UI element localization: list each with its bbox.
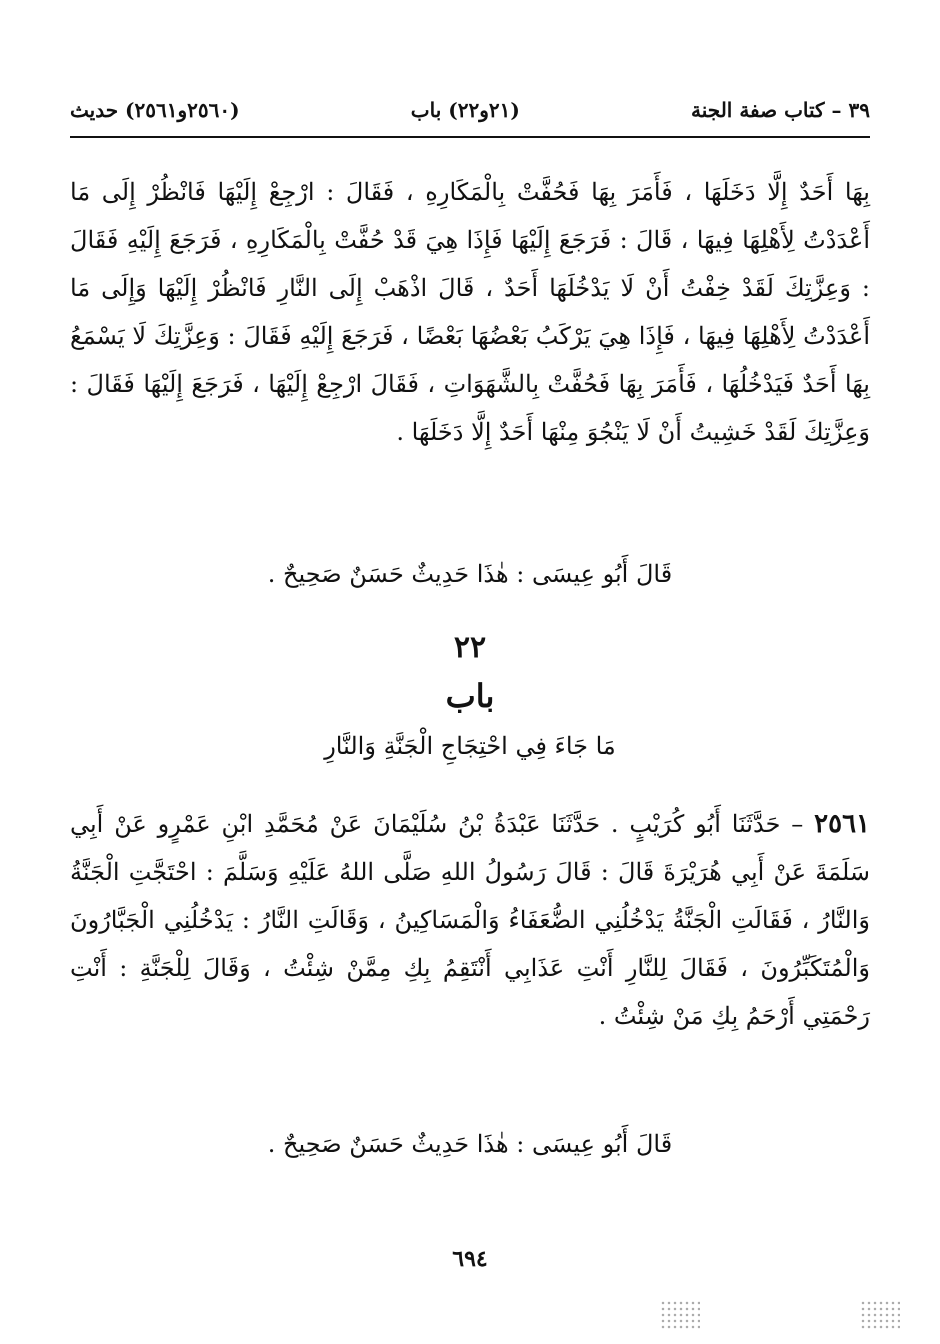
grading-note: قَالَ أَبُو عِيسَى : هٰذَا حَدِيثٌ حَسَنٌ صَحِيحٌ .	[267, 560, 673, 588]
passage-line: ابْنِ عَمْرٍو عَنْ أَبِي سَلَمَةَ عَنْ أَبِي هُرَيْرَةَ قَالَ : قَالَ رَسُولُ اللهِ صَلَّى اللهُ	[70, 810, 870, 886]
hadith-passage	[70, 800, 870, 1120]
hadith-number: ٢٥٦١	[814, 809, 870, 839]
passage-line: أَنْتِ عَذَابِي أَنْتَقِمُ بِكِ مِمَّنْ شِئْتُ ، وَقَالَ لِلْجَنَّةِ : أَنْتِ رَحْمَتِي أَرْحَمُ بِكِ	[70, 954, 870, 1030]
passage-line: يَرْكَبُ بَعْضُهَا بَعْضًا ، فَرَجَعَ إِلَيْهِ فَقَالَ : وَعِزَّتِكَ لَا يَسْمَعُ بِهَا أَحَدٌ	[70, 322, 870, 398]
passage-line: وَالْمَسَاكِينُ ، وَقَالَتِ النَّارُ : يَدْخُلُنِي الْجَبَّارُونَ وَالْمُتَكَبِّرُونَ ، فَقَالَ لِلنَّارِ	[70, 906, 870, 982]
passage-line: فَانْظُرْ إِلَى مَا أَعْدَدْتُ لِأَهْلِهَا فِيهَا ، قَالَ : فَرَجَعَ إِلَيْهَا فَإِذَا هِيَ قَدْ حُفَّتْ	[70, 178, 871, 254]
header-book-title: ٣٩ – كتاب صفة الجنة	[691, 98, 870, 122]
passage-line: فَيَدْخُلُهَا ، فَأَمَرَ بِهَا فَحُفَّتْ بِالشَّهَوَاتِ ، فَقَالَ ارْجِعْ إِلَيْهَا ، فَرَجَعَ إِلَيْهَا	[143, 370, 794, 398]
passage-continued	[70, 168, 870, 536]
running-header	[70, 90, 870, 130]
scan-speckle	[860, 1300, 900, 1330]
chapter-label: باب	[445, 677, 495, 715]
passage-line: – حَدَّثَنَا أَبُو كُرَيْبٍ . حَدَّثَنَا عَبْدَةُ بْنُ سُلَيْمَانَ عَنْ مُحَمَّدِ	[263, 810, 804, 838]
header-rule	[70, 136, 870, 138]
header-hadith-range: (٢٥٦٠و٢٥٦١) حديث	[70, 98, 240, 122]
header-chapters: (٢١و٢٢) باب	[410, 98, 520, 122]
passage-line: بِهَا أَحَدٌ إِلَّا دَخَلَهَا ، فَأَمَرَ بِهَا فَحُفَّتْ بِالْمَكَارِهِ ، فَقَالَ : ارْجِعْ إِلَيْهَا	[217, 178, 870, 206]
passage-line: مَنْ شِئْتُ .	[598, 1002, 704, 1030]
chapter-number: ٢٢	[453, 630, 487, 665]
scan-speckle	[660, 1300, 700, 1330]
page-number: ٦٩٤	[452, 1246, 488, 1272]
passage-line: فَقَالَ : وَعِزَّتِكَ لَقَدْ خَشِيتُ أَنْ لَا يَنْجُوَ مِنْهَا أَحَدٌ إِلَّا دَخَلَهَا .	[70, 370, 870, 446]
passage-line: عَلَيْهِ وَسَلَّمَ : احْتَجَّتِ الْجَنَّةُ وَالنَّارُ ، فَقَالَتِ الْجَنَّةُ يَدْخُلُنِي الضُّعَفَاءُ	[70, 858, 870, 934]
grading-note: قَالَ أَبُو عِيسَى : هٰذَا حَدِيثٌ حَسَنٌ صَحِيحٌ .	[267, 1130, 673, 1158]
chapter-title: مَا جَاءَ فِي احْتِجَاجِ الْجَنَّةِ وَالنَّارِ	[324, 732, 616, 760]
passage-line: بِالْمَكَارِهِ ، فَرَجَعَ إِلَيْهِ فَقَالَ : وَعِزَّتِكَ لَقَدْ خِفْتُ أَنْ لَا يَدْخُلَهَا أَحَدٌ ،	[70, 226, 870, 302]
passage-line: قَالَ اذْهَبْ إِلَى النَّارِ فَانْظُرْ إِلَيْهَا وَإِلَى مَا أَعْدَدْتُ لِأَهْلِهَا فِيهَا ، فَإِذَا هِيَ	[70, 274, 870, 350]
